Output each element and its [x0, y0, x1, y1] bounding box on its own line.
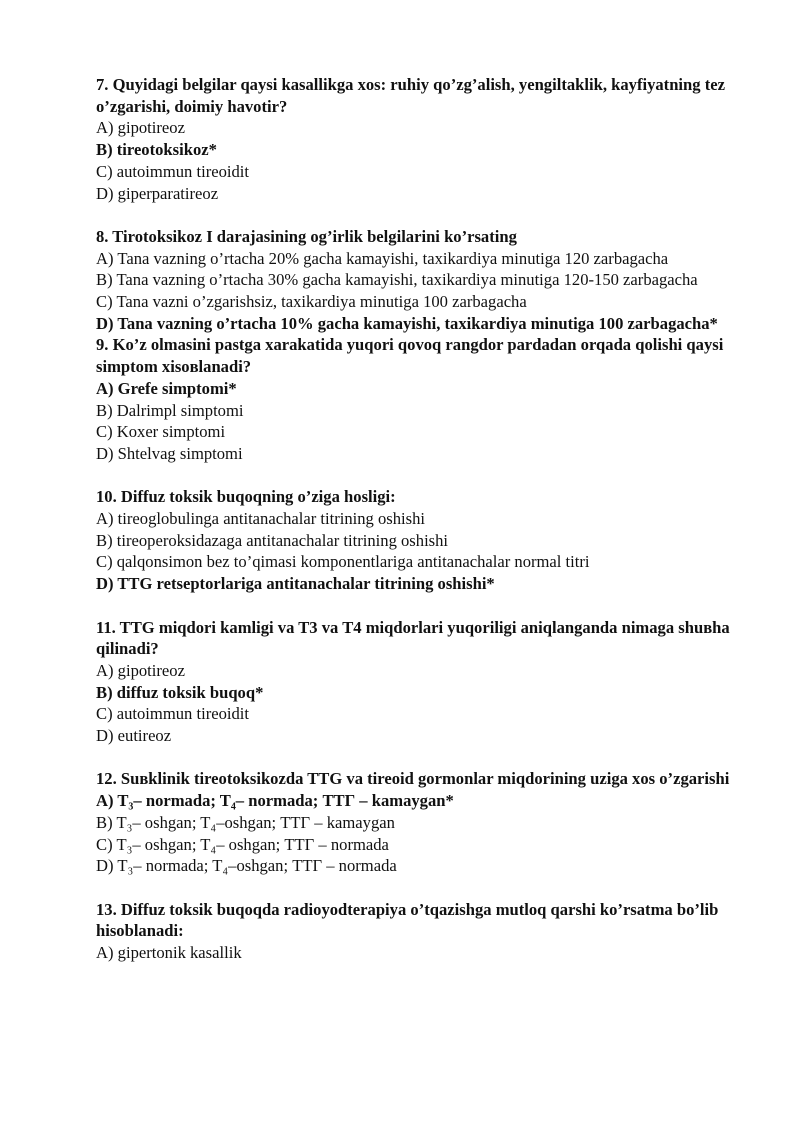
answer-option-b: B) tireoperoksidazaga antitanachalar titrining oshishi: [96, 530, 449, 550]
spacer: [96, 204, 746, 226]
question-heading: 9. Ko’z olmasini pastga xarakatida yuqori qovoq rangdor pardadan orqada qolishi qaysi simptom xisoвlanadi?: [96, 335, 724, 377]
answer-option-b-correct: B) tireotoksikoz*: [96, 140, 217, 160]
question-heading: 10. Diffuz toksik buqoqning o’ziga hosligi:: [96, 487, 396, 507]
spacer: [96, 595, 746, 617]
answer-option-b: B) T₃– oshgan; T₄–oshgan; ТТГ – kamaygan: [96, 812, 395, 832]
question-11: [96, 617, 746, 747]
question-7: [96, 74, 746, 204]
answer-option-b: B) Tana vazning o’rtacha 30% gacha kamayishi, taxikardiya minutiga 120-150 zarbagacha: [96, 270, 698, 290]
answer-option-a: A) tireoglobulinga antitanachalar titrining oshishi: [96, 509, 426, 529]
answer-option-c: C) Tana vazni o’zgarishsiz, taxikardiya minutiga 100 zarbagacha: [96, 292, 527, 312]
answer-option-c: C) autoimmun tireoidit: [96, 161, 250, 181]
spacer: [96, 465, 746, 487]
spacer: [96, 877, 746, 899]
answer-option-a: A) gipotireoz: [96, 660, 185, 680]
answer-option-a: A) Tana vazning o’rtacha 20% gacha kamayishi, taxikardiya minutiga 120 zarbagacha: [96, 248, 669, 268]
answer-option-c: C) qalqonsimon bez to’qimasi komponentlariga antitanachalar normal titri: [96, 552, 590, 572]
answer-option-d: D) giperparatireoz: [96, 183, 219, 203]
question-12: [96, 768, 746, 877]
question-8: [96, 226, 746, 335]
question-13: [96, 899, 746, 964]
answer-option-b-correct: B) diffuz toksik buqoq*: [96, 682, 264, 702]
answer-option-d-correct: D) TTG retseptorlariga antitanachalar titrining oshishi*: [96, 574, 495, 594]
question-heading: 8. Tirotoksikoz I darajasining og’irlik belgilarini ko’rsating: [96, 226, 517, 246]
answer-option-d: D) Shtelvag simptomi: [96, 443, 243, 463]
answer-option-a-correct: A) T₃– normada; T₄– normada; ТТГ – kamaygan*: [96, 791, 454, 811]
answer-option-c: C) T₃– oshgan; T₄– oshgan; ТТГ – normada: [96, 834, 389, 854]
answer-option-a: A) gipotireoz: [96, 118, 185, 138]
answer-option-d: D) T₃– normada; T₄–oshgan; ТТГ – normada: [96, 856, 397, 876]
answer-option-a-correct: A) Grefe simptomi*: [96, 378, 237, 398]
question-heading: 11. TTG miqdori kamligi va T3 va T4 miqdorlari yuqoriligi aniqlanganda nimaga shuвha qilinadi?: [96, 617, 730, 659]
spacer: [96, 747, 746, 769]
answer-option-c: C) autoimmun tireoidit: [96, 704, 250, 724]
answer-option-a: A) gipertonik kasallik: [96, 943, 242, 963]
answer-option-c: C) Koxer simptomi: [96, 422, 226, 442]
question-heading: 12. Suвklinik tireotoksikozda TTG va tireoid gormonlar miqdorining uziga xos o’zgarishi: [96, 769, 730, 789]
question-heading: 13. Diffuz toksik buqoqda radioyodterapiya o’tqazishga mutloq qarshi ko’rsatma bo’lib hisoblanadi:: [96, 899, 719, 941]
question-heading: 7. Quyidagi belgilar qaysi kasallikga xos: ruhiy qo’zg’alish, yengiltaklik, kayfiyatning tez o’zgarishi, doimiy havotir?: [96, 75, 725, 116]
answer-option-d: D) eutireoz: [96, 726, 172, 746]
question-document: [96, 74, 746, 964]
question-10: [96, 486, 746, 595]
answer-option-b: B) Dalrimpl simptomi: [96, 400, 244, 420]
answer-option-d-correct: D) Tana vazning o’rtacha 10% gacha kamayishi, taxikardiya minutiga 100 zarbagacha*: [96, 313, 718, 333]
question-9: [96, 334, 746, 464]
